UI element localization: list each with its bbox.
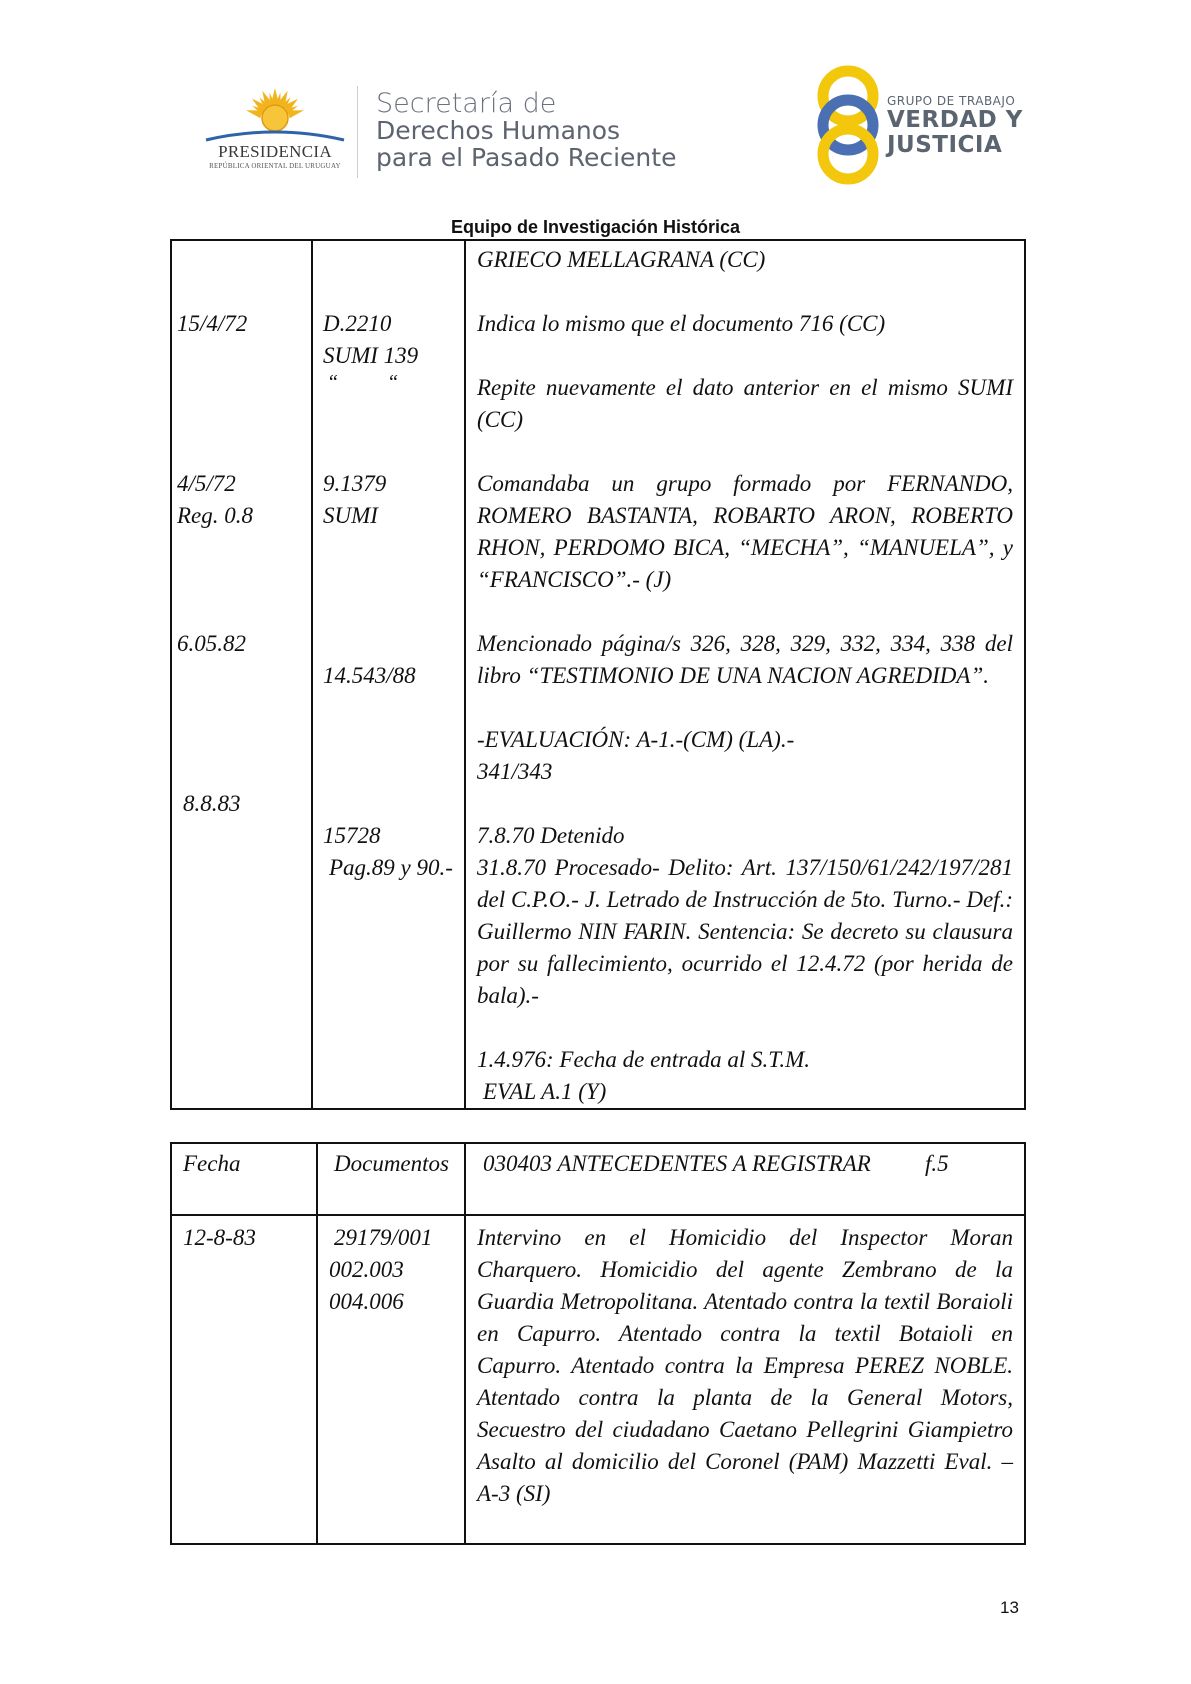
t1-date-5: 8.8.83 <box>183 791 241 816</box>
presidencia-sublabel: REPÚBLICA ORIENTAL DEL URUGUAY <box>209 162 341 170</box>
gtvj-wordmark <box>887 94 1023 158</box>
gtvj-line-2: VERDAD Y <box>887 107 1023 133</box>
t1-date-4: 6.05.82 <box>177 631 246 656</box>
secretaria-line-1: Secretaría de <box>376 88 557 119</box>
table-2-col-divider-2 <box>464 1142 466 1545</box>
t1-doc-3b: SUMI <box>323 503 378 528</box>
t2-doc-1: 29179/001 <box>334 1225 433 1250</box>
t2-doc-2: 002.003 <box>329 1257 404 1282</box>
t1-text-5c: 1.4.976: Fecha de entrada al S.T.M. <box>477 1047 811 1072</box>
header-divider <box>357 86 358 178</box>
secretaria-wordmark <box>376 90 676 171</box>
t1-text-3: Comandaba un grupo formado por FERNANDO, ROMERO BASTANTA, ROBARTO ARON, ROBERTO RHON, PERDOMO BICA, “MECHA”, “MANUELA”, y “FRANCISCO”.- (J) <box>477 471 1013 592</box>
table-1-col-divider-2 <box>464 239 466 1110</box>
t1-doc-1: D.2210 <box>323 311 392 336</box>
t1-doc-4: 14.543/88 <box>323 663 416 688</box>
t1-text-1: Indica lo mismo que el documento 716 (CC) <box>477 311 886 336</box>
t1-text-5d: EVAL A.1 (Y) <box>483 1079 607 1104</box>
t1-doc-ditto: “ “ <box>327 371 421 393</box>
t1-text-4c: 341/343 <box>477 759 553 784</box>
t1-date-3: 4/5/72 <box>177 471 236 496</box>
team-title: Equipo de Investigación Histórica <box>450 217 741 237</box>
table-2-col-divider-1 <box>316 1142 318 1545</box>
t1-text-5: 7.8.70 Detenido <box>477 823 625 848</box>
t1-doc-3: 9.1379 <box>323 471 387 496</box>
secretaria-line-3: para el Pasado Reciente <box>376 143 677 172</box>
t2-doc-3: 004.006 <box>329 1289 404 1314</box>
t2-header-date: Fecha <box>183 1151 241 1176</box>
t1-text-2: Repite nuevamente el dato anterior en el mismo SUMI (CC) <box>477 375 1013 432</box>
t2-text: Intervino en el Homicidio del Inspector Moran Charquero. Homicidio del agente Zembrano de la Guardia Metropolitana. Atentado contra la textil Boraioli en Capurro. Atentado contra la textil Botaioli en Capurro. Atentado contra la Empresa PEREZ NOBLE. Atentado contra la planta de la General Motors, Secuestro del ciudadano Caetano Pellegrini Giampietro Asalto al domicilio del Coronel (PAM) Mazzetti Eval. – A-3 (SI) <box>477 1225 1013 1506</box>
gtvj-line-3: JUSTICIA <box>887 132 1003 158</box>
t1-text-4: Mencionado página/s 326, 328, 329, 332, 334, 338 del libro “TESTIMONIO DE UNA NACION AGREDIDA”. <box>477 631 1013 688</box>
t1-doc-2: SUMI 139 <box>323 343 419 368</box>
t2-header-title: 030403 ANTECEDENTES A REGISTRAR <box>483 1151 871 1176</box>
gtvj-rings-logo <box>812 62 896 188</box>
gtvj-line-1: GRUPO DE TRABAJO <box>887 94 1016 108</box>
page-number: 13 <box>1000 1598 1019 1617</box>
t1-date-3b: Reg. 0.8 <box>177 503 254 528</box>
t2-header-doc: Documentos <box>334 1151 449 1176</box>
secretaria-line-2: Derechos Humanos <box>376 116 621 145</box>
t2-header-folio: f.5 <box>925 1151 949 1176</box>
t1-name-line: GRIECO MELLAGRANA (CC) <box>477 247 766 272</box>
table-2-header-divider <box>170 1214 1026 1216</box>
table-1-col-divider-1 <box>311 239 313 1110</box>
t1-text-4b: -EVALUACIÓN: A-1.-(CM) (LA).- <box>477 727 795 752</box>
presidencia-label: PRESIDENCIA <box>218 142 332 161</box>
t2-date: 12-8-83 <box>183 1225 256 1250</box>
t1-doc-5b: Pag.89 y 90.- <box>329 855 453 880</box>
t1-date-1: 15/4/72 <box>177 311 248 336</box>
t1-text-5b: 31.8.70 Procesado- Delito: Art. 137/150/61/242/197/281 del C.P.O.- J. Letrado de Instrucción de 5to. Turno.- Def.: Guillermo NIN FARIN. Sentencia: Se decreto su clausura por su fallecimiento, ocurrido el 12.4.72 (por herida de bala).- <box>477 855 1013 1008</box>
t1-doc-5: 15728 <box>323 823 381 848</box>
